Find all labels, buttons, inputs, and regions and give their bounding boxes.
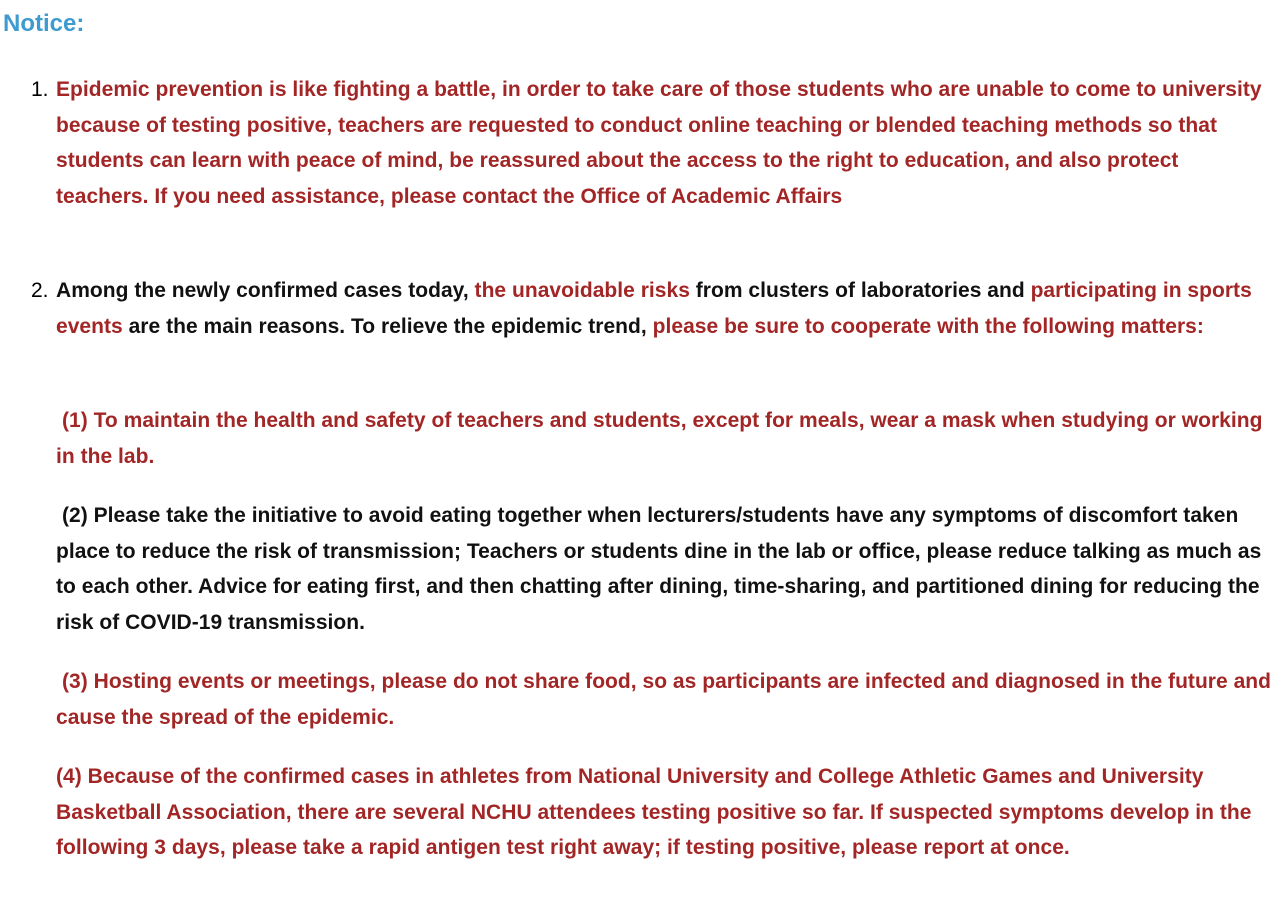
item-2-segment-plain: are the main reasons. To relieve the epidemic trend,: [122, 314, 653, 338]
item-2-segment-plain: Among the newly confirmed cases today,: [56, 279, 475, 302]
notice-title: Notice:: [3, 10, 85, 37]
item-2-segment-plain: from clusters of laboratories and: [689, 279, 1031, 302]
item-2-segment-emphasis: the unavoidable risks: [474, 279, 690, 302]
notice-item-2-text: [56, 273, 1272, 344]
list-number-1: 1.: [31, 78, 49, 101]
sub-item-2: (2) Please take the initiative to avoid eating together when lecturers/students have any symptoms of discomfort taken place to reduce the risk of transmission; Teachers or students dine in the lab or office, please reduce talking as much as to each other. Advice for eating first, and then chatting after dining, time-sharing, and partitioned dining for reducing the risk of COVID-19 transmission.: [56, 504, 1262, 634]
notice-item-1-text: Epidemic prevention is like fighting a battle, in order to take care of those students who are unable to come to university because of testing positive, teachers are requested to conduct online teaching or blended teaching methods so that students can learn with peace of mind, be reassured about the access to the right to education, and also protect teachers. If you need assistance, please contact the Office of Academic Affairs: [56, 78, 1262, 208]
item-2-segment-emphasis: participating in sports events: [56, 279, 1252, 338]
list-number-2: 2.: [31, 279, 49, 302]
sub-item-1: (1) To maintain the health and safety of teachers and students, except for meals, wear a mask when studying or working in the lab.: [56, 409, 1263, 468]
sub-item-4: (4) Because of the confirmed cases in athletes from National University and College Athletic Games and University Basketball Association, there are several NCHU attendees testing positive so far. If suspected symptoms develop in the following 3 days, please take a rapid antigen test right away; if testing positive, please report at once.: [56, 765, 1252, 859]
sub-item-3: (3) Hosting events or meetings, please do not share food, so as participants are infected and diagnosed in the future and cause the spread of the epidemic.: [56, 670, 1272, 729]
item-2-segment-emphasis: please be sure to cooperate with the following matters:: [652, 314, 1204, 338]
